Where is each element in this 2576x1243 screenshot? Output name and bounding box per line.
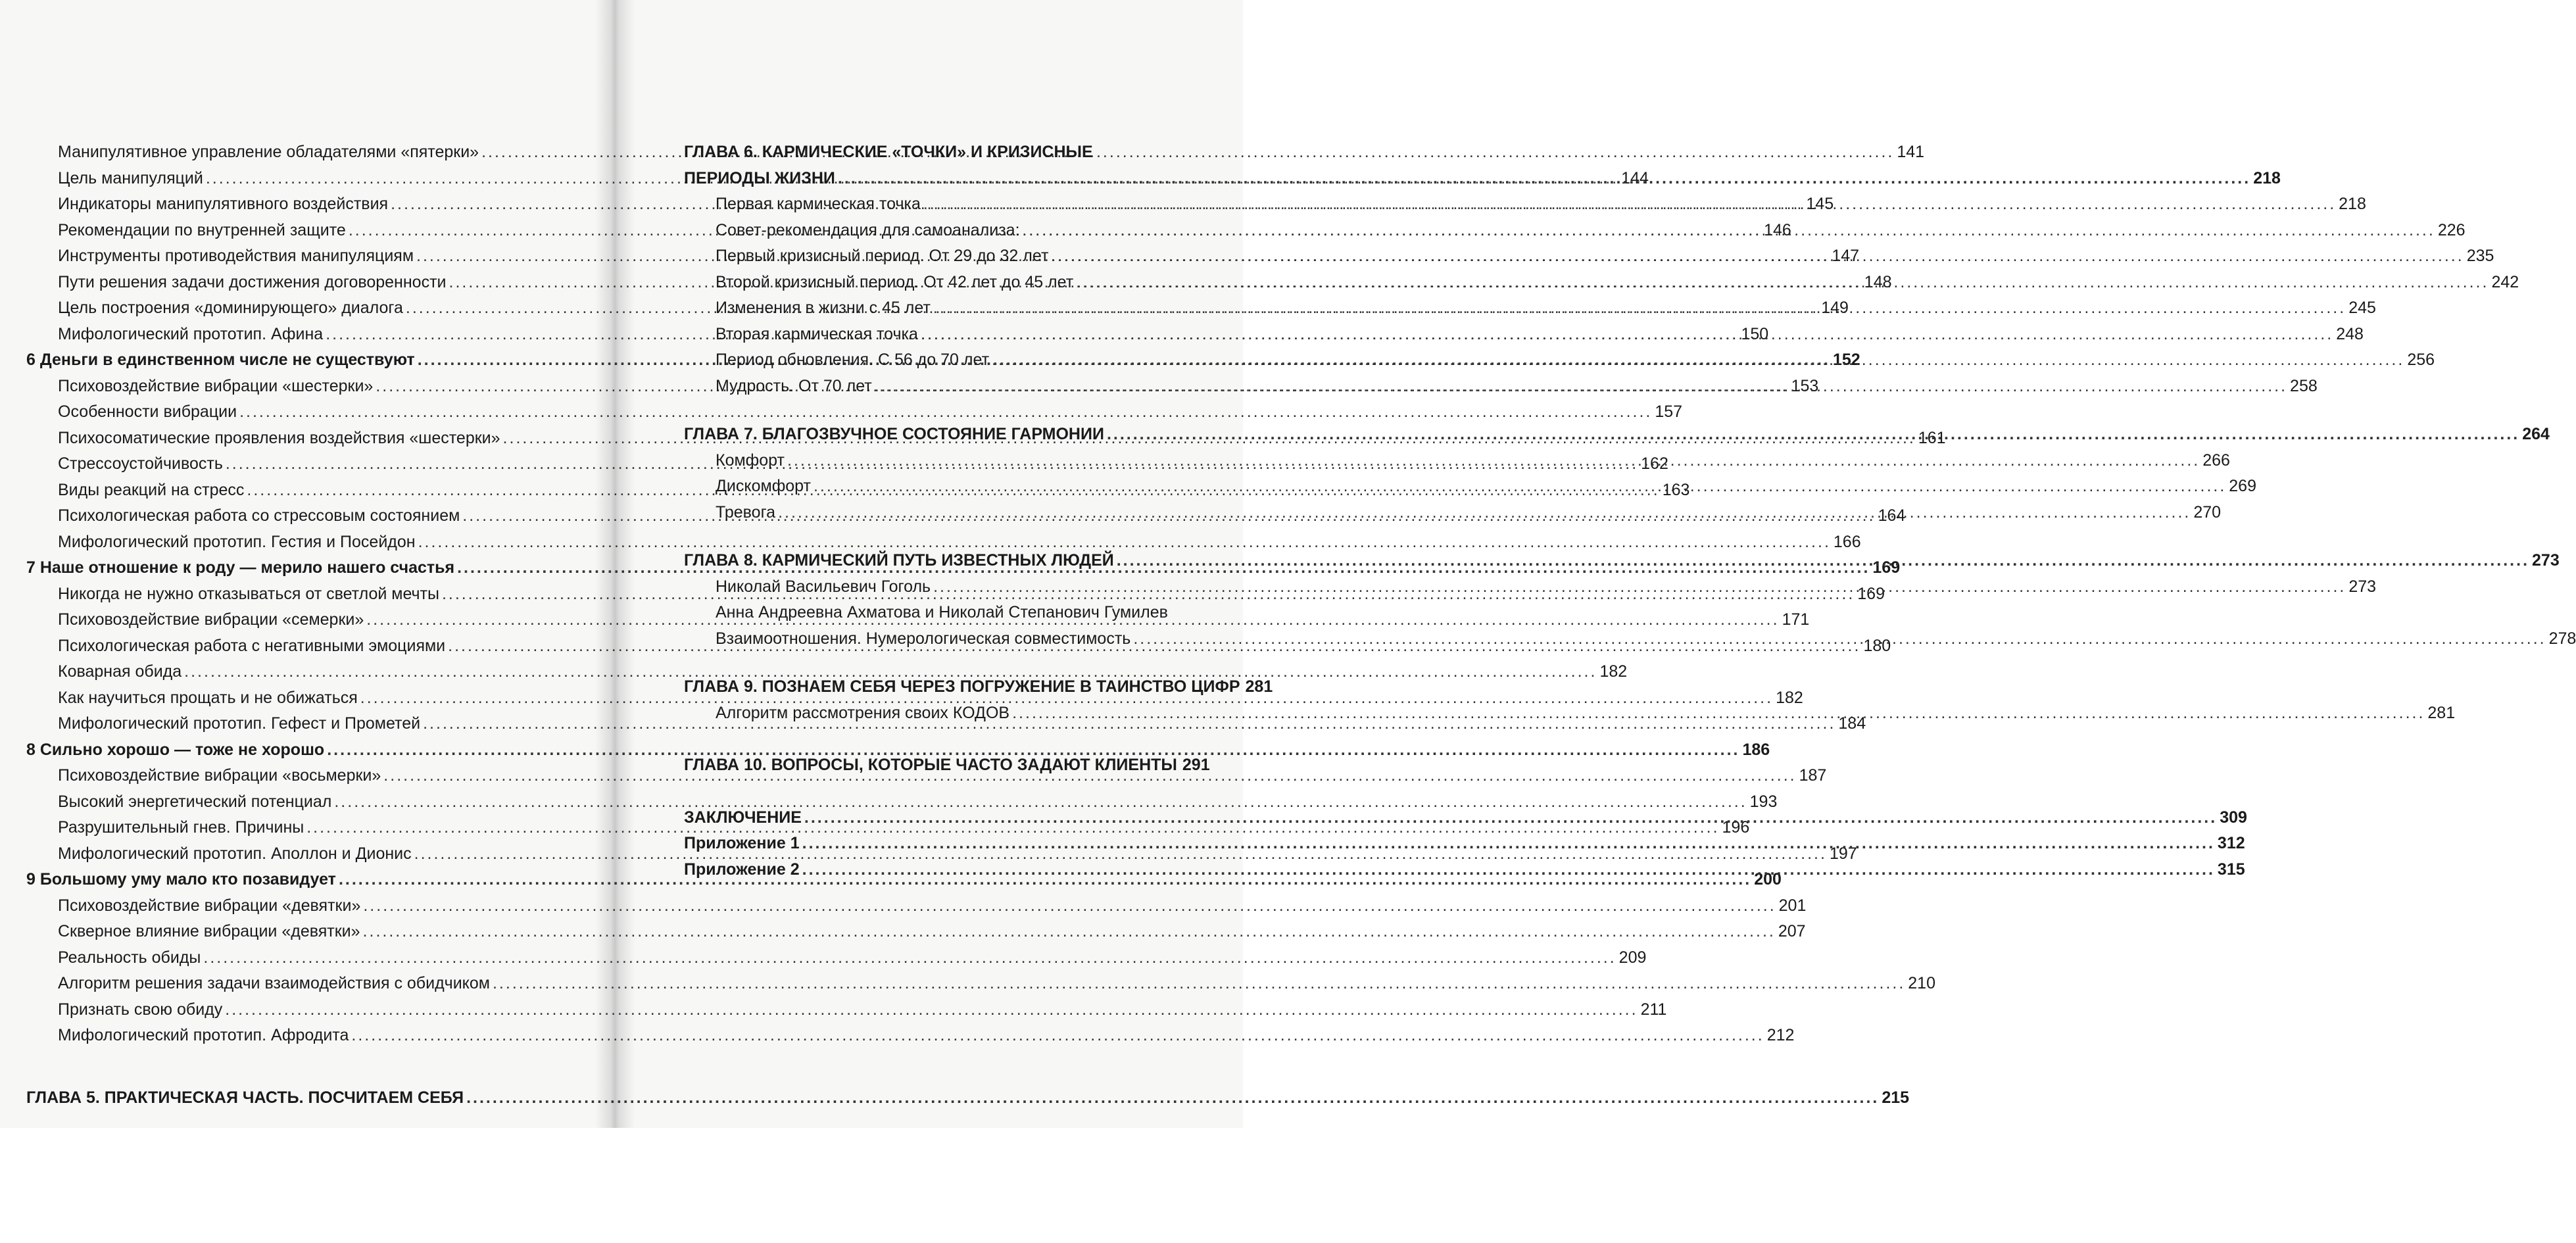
toc-page-number: 235 <box>2466 247 2494 265</box>
toc-page-number: 166 <box>1833 532 1861 551</box>
toc-page-number: 186 <box>1742 740 1770 759</box>
toc-leader-dots <box>802 831 2215 857</box>
toc-entry-title: Психовоздействие вибрации «восьмерки» <box>58 766 381 785</box>
toc-page-number: 245 <box>2348 299 2376 317</box>
toc-entry-title: Коварная обида <box>58 662 182 681</box>
toc-leader-dots <box>363 919 1776 945</box>
toc-page-number: 152 <box>1832 351 1860 369</box>
toc-entry-title: Стрессоустойчивость <box>58 454 223 473</box>
toc-page-number: 207 <box>1778 922 1806 940</box>
toc-page-number: 150 <box>1741 324 1769 343</box>
toc-page-number: 256 <box>2407 351 2435 369</box>
toc-page-number: 200 <box>1754 870 1782 889</box>
toc-entry-title: Мифологический прототип. Афина <box>58 324 324 343</box>
toc-page-number: 149 <box>1821 299 1849 317</box>
toc-entry-title: Психовоздействие вибрации «семерки» <box>58 610 364 629</box>
toc-entry-title: 8 Сильно хорошо — тоже не хорошо <box>26 740 325 759</box>
toc-page-number: 266 <box>2202 451 2230 470</box>
toc-entry-title: Мифологический прототип. Гефест и Прометей <box>58 714 421 733</box>
toc-page-number: 153 <box>1791 376 1819 395</box>
toc-entry[interactable] <box>26 399 1683 426</box>
toc-page-number: 193 <box>1749 792 1778 811</box>
toc-page-number: 273 <box>2348 577 2377 596</box>
toc-leader-dots <box>787 448 2200 474</box>
toc-entry-title: Инструменты противодействия манипуляциям <box>58 247 414 265</box>
toc-page-number: 144 <box>1621 168 1649 187</box>
toc-page-number: 147 <box>1832 247 1860 265</box>
toc-page-number: 201 <box>1778 896 1807 915</box>
toc-entry-title: Реальность обиды <box>58 948 201 967</box>
toc-entry-title: Вторая кармическая точка <box>716 324 918 343</box>
toc-chapter-9[interactable] <box>684 674 1273 700</box>
toc-leader-dots <box>933 574 2346 600</box>
toc-page-number: 163 <box>1662 480 1690 499</box>
toc-entry-title: Мифологический прототип. Афродита <box>58 1026 349 1044</box>
toc-entry-title: Психосоматические проявления воздействия «шестерки» <box>58 428 500 447</box>
toc-entry-title: Разрушительный гнев. Причины <box>58 818 304 837</box>
toc-leader-dots <box>203 945 1616 971</box>
toc-entry-line1[interactable] <box>684 600 1207 626</box>
toc-leader-dots <box>875 374 2287 400</box>
toc-entry-title: Приложение 2 <box>684 860 800 879</box>
toc-leader-dots <box>1076 270 2489 296</box>
toc-entry-title: Психологическая работа со стрессовым состоянием <box>58 506 460 525</box>
toc-entry-title: Как научиться прощать и не обижаться <box>58 688 358 707</box>
toc-leader-dots <box>802 857 2215 883</box>
toc-page-number: 171 <box>1782 610 1810 629</box>
toc-page-number: 169 <box>1872 558 1901 577</box>
toc-entry-title: Виды реакций на стресс <box>58 480 245 499</box>
toc-entry-title: Анна Андреевна Ахматова и Николай Степанович Гумилев <box>716 603 1168 622</box>
toc-page-number: 162 <box>1641 454 1668 473</box>
toc-page-number: 273 <box>2532 551 2560 570</box>
toc-leader-dots <box>1023 218 2435 244</box>
toc-leader-dots <box>992 347 2404 374</box>
toc-entry[interactable] <box>26 789 1778 816</box>
toc-page-number: 278 <box>2548 629 2576 648</box>
toc-page-number: 215 <box>1882 1088 1910 1107</box>
toc-leader-dots <box>1133 626 2546 652</box>
toc-page-number: 242 <box>2491 272 2519 291</box>
toc-page-number: 281 <box>1245 677 1273 696</box>
toc-entry-title: Изменения в жизни с 45 лет <box>716 299 931 317</box>
toc-section[interactable] <box>26 737 1770 764</box>
toc-entry-title: Первая кармическая точка <box>716 195 921 213</box>
toc-page-number: 164 <box>1878 506 1906 525</box>
toc-page-number: 197 <box>1829 844 1857 863</box>
toc-page-number: 269 <box>2229 477 2256 495</box>
toc-page-number: 210 <box>1908 974 1935 992</box>
toc-entry-title: ГЛАВА 7. БЛАГОЗВУЧНОЕ СОСТОЯНИЕ ГАРМОНИИ <box>684 425 1104 443</box>
toc-page-number: 248 <box>2336 324 2364 343</box>
toc-entry-title: Скверное влияние вибрации «девятки» <box>58 922 360 940</box>
toc-page-number: 187 <box>1799 766 1827 785</box>
toc-leader-dots <box>804 805 2217 831</box>
toc-entry-title: Приложение 1 <box>684 834 800 852</box>
toc-entry[interactable] <box>26 997 1667 1023</box>
toc-entry-title: Пути решения задачи достижения договоренности <box>58 272 447 291</box>
toc-entry-title: Комфорт <box>716 451 785 470</box>
toc-page-number: 309 <box>2220 808 2247 827</box>
toc-leader-dots <box>466 1085 1879 1111</box>
toc-page-number: 180 <box>1863 636 1891 655</box>
toc-page-number: 212 <box>1766 1026 1795 1044</box>
toc-page-number: 141 <box>1897 143 1925 161</box>
toc-entry-title: Мудрость. От 70 лет <box>716 376 872 395</box>
toc-leader-dots <box>1012 700 2425 727</box>
toc-leader-dots <box>1117 548 2529 574</box>
toc-entry[interactable] <box>26 919 1806 945</box>
toc-entry-title: Цель манипуляций <box>58 168 203 187</box>
toc-entry[interactable] <box>26 945 1647 971</box>
toc-page-number: 161 <box>1918 428 1946 447</box>
toc-page-number: 315 <box>2217 860 2245 879</box>
toc-leader-dots <box>778 500 2191 526</box>
toc-entry-title: Цель построения «доминирующего» диалога <box>58 299 403 317</box>
toc-entry-title: ГЛАВА 9. ПОЗНАЕМ СЕБЯ ЧЕРЕЗ ПОГРУЖЕНИЕ В ТАИНСТВО ЦИФР <box>684 677 1240 696</box>
toc-entry-title: Период обновления. С 56 до 70 лет <box>716 351 990 369</box>
toc-entry[interactable] <box>26 529 1861 556</box>
toc-page-number: 264 <box>2522 425 2550 443</box>
toc-leader-dots <box>1051 243 2464 270</box>
toc-page-number: 209 <box>1618 948 1647 967</box>
toc-entry-title: 7 Наше отношение к роду — мерило нашего счастья <box>26 558 455 577</box>
toc-page-number: 182 <box>1599 662 1628 681</box>
toc-entry-title: Никогда не нужно отказываться от светлой мечты <box>58 584 439 603</box>
toc-entry-title: 6 Деньги в единственном числе не существуют <box>26 351 415 369</box>
toc-page-number: 281 <box>2427 703 2456 722</box>
toc-entry-title: Николай Васильевич Гоголь <box>716 577 931 596</box>
toc-leader-dots <box>493 971 1905 997</box>
toc-entry-title: Психовоздействие вибрации «девятки» <box>58 896 361 915</box>
toc-entry-title: Мифологический прототип. Гестия и Посейдон <box>58 532 416 551</box>
toc-page-number: 157 <box>1655 402 1683 421</box>
toc-entry-title: Алгоритм решения задачи взаимодействия с обидчиком <box>58 974 490 992</box>
toc-page-number: 145 <box>1806 195 1834 213</box>
toc-chapter-6-title-line1[interactable] <box>684 139 1207 166</box>
toc-leader-dots <box>838 166 2250 192</box>
toc-entry-title: ГЛАВА 10. ВОПРОСЫ, КОТОРЫЕ ЧАСТО ЗАДАЮТ КЛИЕНТЫ <box>684 756 1177 774</box>
toc-leader-dots <box>814 474 2226 500</box>
toc-leader-dots <box>351 1023 1764 1049</box>
toc-page-number: 312 <box>2217 834 2245 852</box>
toc-page-number: 148 <box>1864 272 1892 291</box>
toc-page-number: 211 <box>1640 1000 1667 1019</box>
toc-entry-title: Высокий энергетический потенциал <box>58 792 332 811</box>
toc-entry-title: Взаимоотношения. Нумерологическая совместимость <box>716 629 1131 648</box>
toc-entry-title: ГЛАВА 6. КАРМИЧЕСКИЕ «ТОЧКИ» И КРИЗИСНЫЕ <box>684 143 1093 161</box>
toc-entry-title: Первый кризисный период. От 29 до 32 лет <box>716 247 1049 265</box>
toc-page-number: 184 <box>1838 714 1866 733</box>
toc-entry-title: Манипулятивное управление обладателями «пятерки» <box>58 143 479 161</box>
toc-page-number: 258 <box>2290 376 2318 395</box>
toc-leader-dots <box>225 997 1638 1023</box>
toc-entry-title: ГЛАВА 8. КАРМИЧЕСКИЙ ПУТЬ ИЗВЕСТНЫХ ЛЮДЕЙ <box>684 551 1114 570</box>
toc-entry-title: 9 Большому уму мало кто позавидует <box>26 870 336 889</box>
toc-entry-title: Рекомендации по внутренней защите <box>58 220 346 239</box>
toc-entry-title: Алгоритм рассмотрения своих КОДОВ <box>716 703 1010 722</box>
toc-entry-title: ЗАКЛЮЧЕНИЕ <box>684 808 802 827</box>
toc-entry-title: Индикаторы манипулятивного воздействия <box>58 195 389 213</box>
toc-leader-dots <box>921 322 2333 348</box>
toc-page-number: 169 <box>1857 584 1885 603</box>
toc-chapter-10[interactable] <box>684 752 1210 779</box>
toc-entry[interactable] <box>26 971 1935 997</box>
toc-leader-dots <box>363 893 1776 919</box>
toc-page-number: 270 <box>2193 502 2222 522</box>
toc-page-number: 146 <box>1764 220 1791 239</box>
toc-entry-title: ПЕРИОДЫ ЖИЗНИ <box>684 168 835 187</box>
toc-entry-title: Психологическая работа с негативными эмоциями <box>58 636 446 655</box>
toc-entry-title: Второй кризисный период. От 42 лет до 45 лет <box>716 272 1074 291</box>
toc-entry-title: Тревога <box>716 502 776 522</box>
toc-page-number: 291 <box>1182 756 1210 774</box>
toc-page-number: 196 <box>1722 818 1750 837</box>
toc-entry[interactable] <box>26 659 1628 685</box>
toc-entry-title: Мифологический прототип. Аполлон и Дионис <box>58 844 412 863</box>
toc-entry-title: Дискомфорт <box>716 477 811 495</box>
toc-chapter-5[interactable] <box>26 1085 1910 1111</box>
toc-entry-title: Психовоздействие вибрации «шестерки» <box>58 376 374 395</box>
toc-leader-dots <box>933 295 2346 322</box>
toc-entry-title: Совет-рекомендация для самоанализа: <box>716 220 1020 239</box>
toc-page-number: 218 <box>2339 195 2366 213</box>
toc-entry-title: Признать свою обиду <box>58 1000 223 1019</box>
toc-entry-title: ГЛАВА 5. ПРАКТИЧЕСКАЯ ЧАСТЬ. ПОСЧИТАЕМ СЕБЯ <box>26 1088 464 1107</box>
toc-page-number: 218 <box>2253 168 2281 187</box>
toc-leader-dots <box>923 191 2336 218</box>
toc-page-number: 182 <box>1776 688 1803 707</box>
toc-entry-title: Особенности вибрации <box>58 402 237 421</box>
toc-entry[interactable] <box>26 893 1807 919</box>
toc-entry[interactable] <box>26 1023 1795 1049</box>
toc-leader-dots <box>1107 422 2519 448</box>
toc-page-number: 226 <box>2437 220 2466 239</box>
